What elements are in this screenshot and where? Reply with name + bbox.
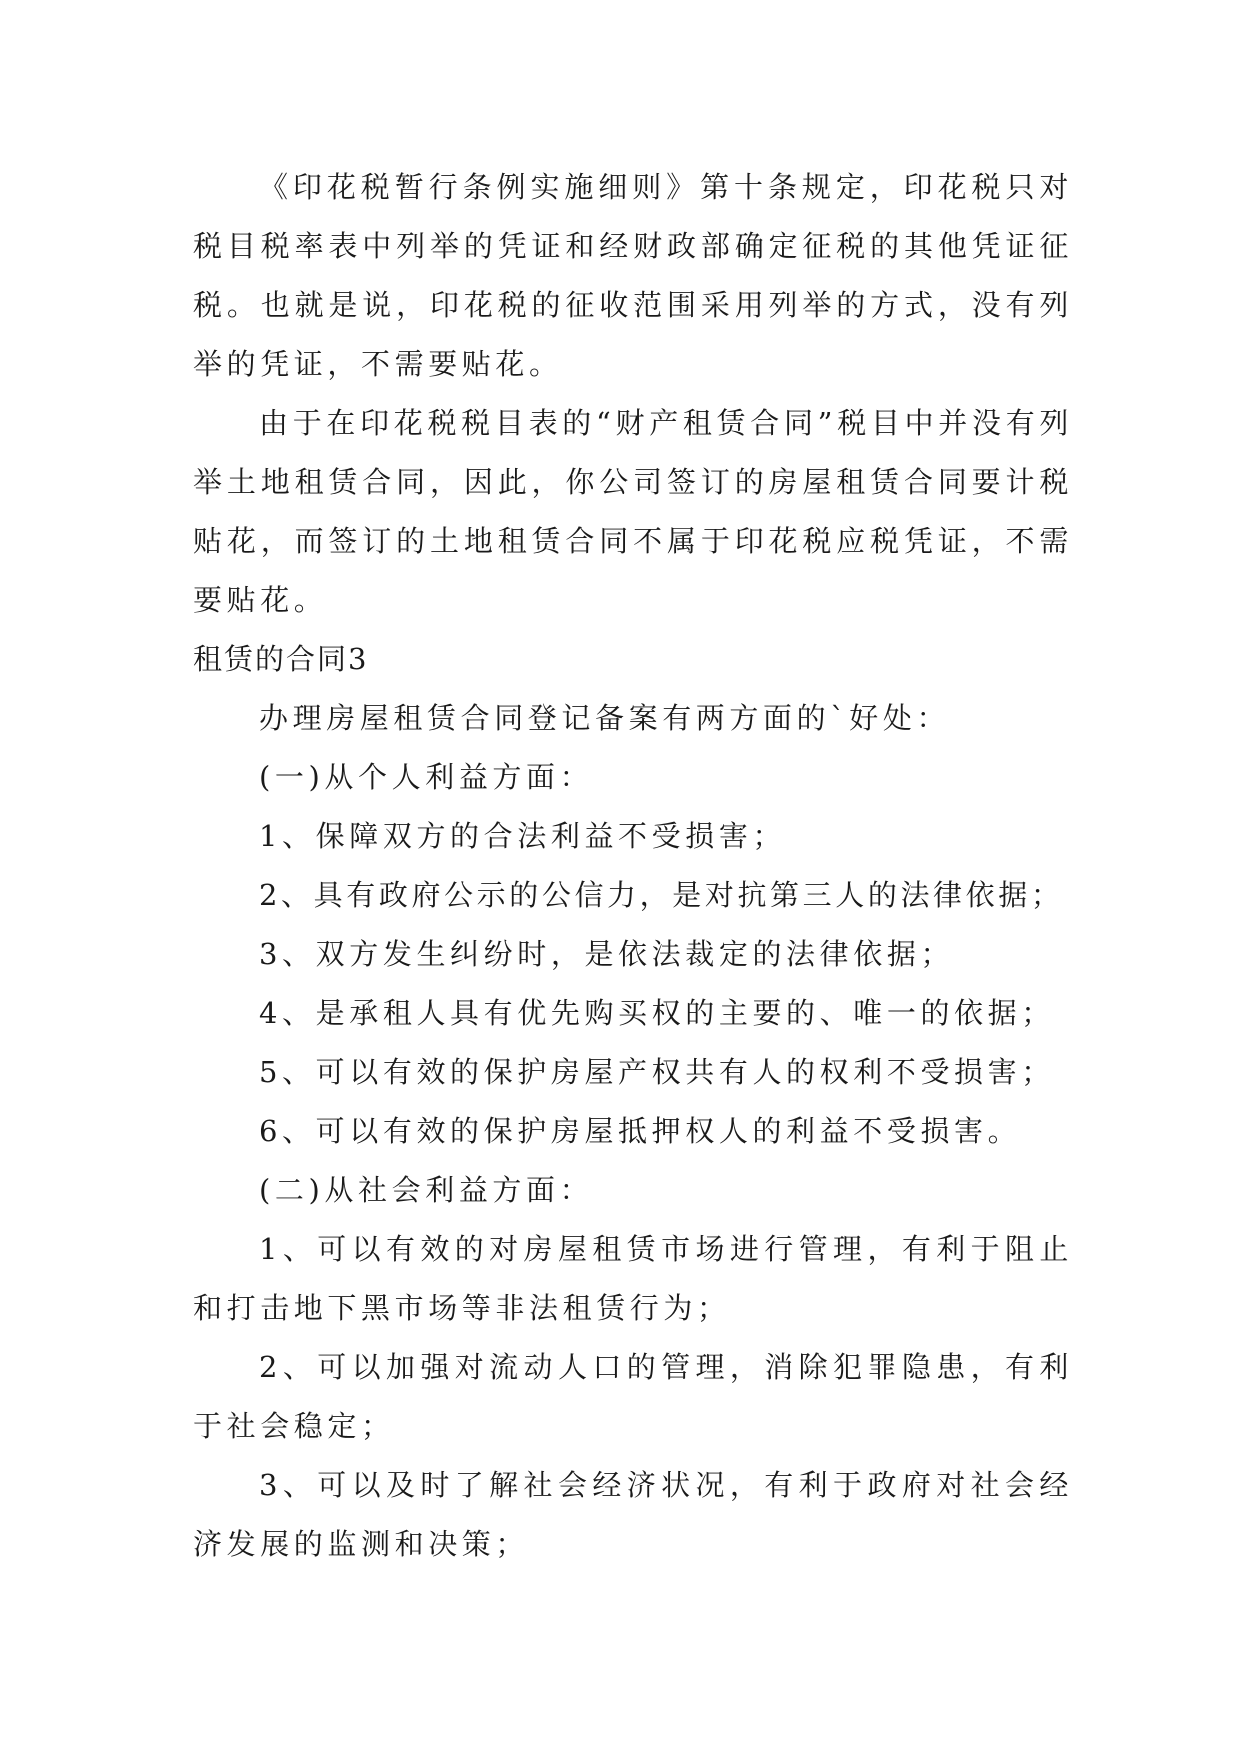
paragraph-stamp-tax-rule: 《印花税暂行条例实施细则》第十条规定，印花税只对税目税率表中列举的凭证和经财政部确定征税的其他凭证征税。也就是说，印花税的征收范围采用列举的方式，没有列举的凭证，不需要贴花。 <box>193 170 1073 381</box>
document-body <box>193 158 1073 1574</box>
list-item: 1、保障双方的合法利益不受损害； <box>259 819 787 853</box>
list-item: 3、可以及时了解社会经济状况，有利于政府对社会经济发展的监测和决策； <box>193 1468 1073 1561</box>
paragraph-land-lease: 由于在印花税税目表的“财产租赁合同”税目中并没有列举土地租赁合同，因此，你公司签订的房屋租赁合同要计税贴花，而签订的土地租赁合同不属于印花税应税凭证，不需要贴花。 <box>193 406 1073 617</box>
list-item: 1、可以有效的对房屋租赁市场进行管理，有利于阻止和打击地下黑市场等非法租赁行为； <box>193 1232 1073 1325</box>
paragraph-intro: 办理房屋租赁合同登记备案有两方面的`好处： <box>259 701 951 735</box>
list-item: 2、可以加强对流动人口的管理，消除犯罪隐患，有利于社会稳定； <box>193 1350 1073 1443</box>
subheading-personal: (一)从个人利益方面： <box>259 760 594 794</box>
list-item: 4、是承租人具有优先购买权的主要的、唯一的依据； <box>259 996 1055 1030</box>
list-item: 6、可以有效的保护房屋抵押权人的利益不受损害。 <box>259 1114 1022 1148</box>
subheading-social: (二)从社会利益方面： <box>259 1173 594 1207</box>
list-item: 5、可以有效的保护房屋产权共有人的权利不受损害； <box>259 1055 1055 1089</box>
list-item: 2、具有政府公示的公信力，是对抗第三人的法律依据； <box>259 878 1064 912</box>
section-heading: 租赁的合同3 <box>193 642 369 676</box>
list-item: 3、双方发生纠纷时，是依法裁定的法律依据； <box>259 937 955 971</box>
